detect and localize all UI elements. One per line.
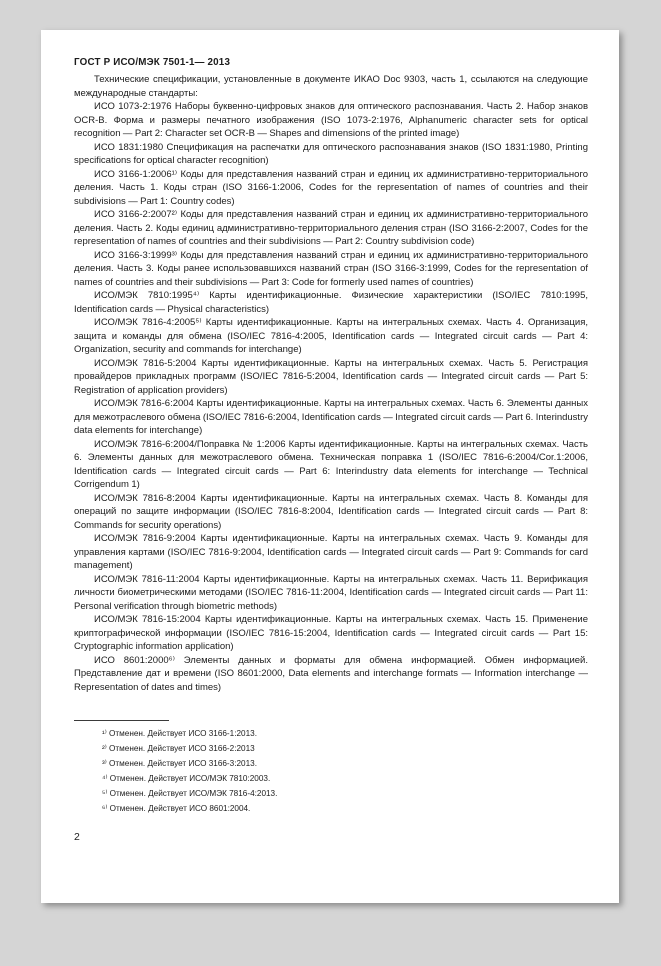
reference-paragraph: ИСО/МЭК 7816-6:2004 Карты идентификационные. Карты на интегральных схемах. Часть 6. Элементы данных для межотраслевого обмена (ISO/IEC 7816-6:2004, Identification cards — Integrated circuit cards — Part 6. Interindustry data elements for interchange) bbox=[74, 398, 588, 436]
paragraph-intro: Технические спецификации, установленные в документе ИКАО Doc 9303, часть 1, ссылаются на следующие международные стандарты: bbox=[74, 74, 588, 99]
footnote: ¹⁾ Отменен. Действует ИСО 3166-1:2013. bbox=[102, 729, 257, 738]
reference-paragraph: ИСО/МЭК 7816-5:2004 Карты идентификационные. Карты на интегральных схемах. Часть 5. Регистрация провайдеров прикладных программ (ISO/IEC 7816-5:2004, Identification cards — Integrated circuit cards — Part 5: Registration of application providers) bbox=[74, 357, 588, 396]
footnote: ⁴⁾ Отменен. Действует ИСО/МЭК 7810:2003. bbox=[102, 774, 271, 783]
reference-paragraph: ИСО/МЭК 7816-8:2004 Карты идентификационные. Карты на интегральных схемах. Часть 8. Команды для операций по защите информации (ISO/IEC 7816-8:2004, Identification cards — Integrated circuit cards — Part 8: Commands for security operations) bbox=[74, 492, 588, 531]
document-body bbox=[74, 73, 588, 694]
footnote: ³⁾ Отменен. Действует ИСО 3166-3:2013. bbox=[102, 759, 257, 768]
reference-paragraph: ИСО/МЭК 7816-4:2005⁵⁾ Карты идентификационные. Карты на интегральных схемах. Часть 4. Организация, защита и команды для обмена (ISO/IEC 7816-4:2005, Identification cards — Integrated circuit cards — Part 4: Organization, security and commands for interchange) bbox=[74, 317, 588, 355]
footnote-separator-rule bbox=[74, 720, 169, 721]
reference-paragraph: ИСО 8601:2000⁶⁾ Элементы данных и форматы для обмена информацией. Обмен информацией. Представление дат и времени (ISO 8601:2000, Data elements and interchange formats — Information interchange — Representation of dates and times) bbox=[74, 654, 588, 693]
reference-paragraph: ИСО 3166-1:2006¹⁾ Коды для представления названий стран и единиц их административно-территориального деления. Часть 1. Коды стран (ISO 3166-1:2006, Codes for the representation of names of countries and their subdivisions — Part 1: Country codes) bbox=[74, 168, 588, 207]
reference-paragraph: ИСО/МЭК 7816-9:2004 Карты идентификационные. Карты на интегральных схемах. Часть 9. Команды для управления картами (ISO/IEC 7816-9:2004, Identification cards — Integrated circuit cards — Part 9: Commands for card management) bbox=[74, 533, 588, 571]
reference-paragraph: ИСО/МЭК 7816-11:2004 Карты идентификационные. Карты на интегральных схемах. Часть 11. Верификация личности биометрическими методами (ISO/IEC 7816-11:2004, Identification cards — Integrated circuit cards — Part 11: Personal verification through biometric methods) bbox=[74, 573, 588, 612]
reference-paragraph: ИСО/МЭК 7816-15:2004 Карты идентификационные. Карты на интегральных схемах. Часть 15. Применение криптографической информации (ISO/IEC 7816-15:2004, Identification cards — Integrated circuit cards — Part 15: Cryptographic information application) bbox=[74, 614, 588, 652]
footnote: ²⁾ Отменен. Действует ИСО 3166-2:2013 bbox=[102, 744, 255, 753]
footnote: ⁵⁾ Отменен. Действует ИСО/МЭК 7816-4:2013. bbox=[102, 789, 278, 798]
reference-paragraph: ИСО 3166-3:1999³⁾ Коды для представления названий стран и единиц их административно-территориального деления. Часть 3. Коды ранее использовавшихся названий стран (ISO 3166-3:1999, Codes for the representation of names of countries and their subdivisions — Part 3: Code for formerly used names of countries) bbox=[74, 249, 588, 288]
reference-paragraph: ИСО 1831:1980 Спецификация на распечатки для оптического распознавания знаков (ISO 1831:1980, Printing specifications for optical character recognition) bbox=[74, 141, 588, 166]
reference-paragraph: ИСО 3166-2:2007²⁾ Коды для представления названий стран и единиц их административно-территориального деления. Часть 2. Коды единиц административно-территориального деления стран (ISO 3166-2:2007, Codes for the representation of names of countries and their subdivisions — Part 2: Country subdivision code) bbox=[74, 209, 588, 247]
footnotes-section bbox=[74, 720, 588, 816]
page-number: 2 bbox=[74, 831, 80, 843]
reference-paragraph: ИСО/МЭК 7816-6:2004/Поправка № 1:2006 Карты идентификационные. Карты на интегральных схемах. Часть 6. Элементы данных для межотраслевого обмена. Техническая поправка 1 (ISO/IEC 7816-6:2004/Cor.1:2006, Identification cards — Integrated circuit cards — Part 6: Interindustry data elements for interchange — Technical Corrigendum 1) bbox=[74, 438, 588, 490]
document-title-header: ГОСТ Р ИСО/МЭК 7501-1— 2013 bbox=[74, 57, 231, 68]
reference-paragraph: ИСО/МЭК 7810:1995⁴⁾ Карты идентификационные. Физические характеристики (ISO/IEC 7810:1995, Identification cards — Physical characteristics) bbox=[74, 290, 588, 315]
document-page bbox=[41, 30, 619, 903]
reference-paragraph: ИСО 1073-2:1976 Наборы буквенно-цифровых знаков для оптического распознавания. Часть 2. Набор знаков OCR-B. Форма и размеры печатного изображения (ISO 1073-2:1976, Alphanumeric character sets for optical recognition — Part 2: Character set OCR-B — Shapes and dimensions of the printed image) bbox=[74, 101, 588, 139]
footnote: ⁶⁾ Отменен. Действует ИСО 8601:2004. bbox=[102, 804, 251, 813]
